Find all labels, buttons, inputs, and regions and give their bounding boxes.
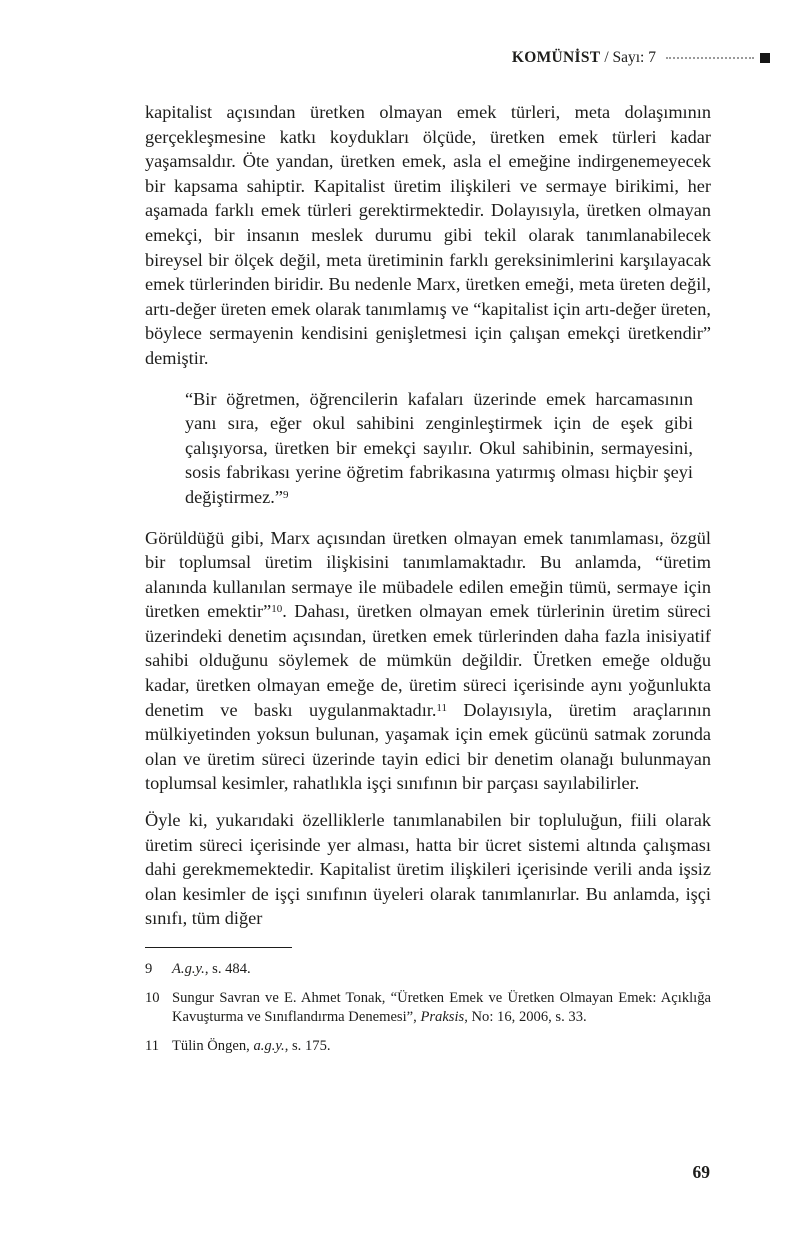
header-separator: / <box>600 49 613 66</box>
footnote-10-post: , No: 16, 2006, s. 33. <box>464 1009 587 1025</box>
footnote-rule <box>145 947 292 948</box>
footnote-ref-10: 10 <box>271 603 283 616</box>
paragraph-2-text-1: Görüldüğü gibi, Marx açısından üretken olmayan emek tanımlaması, özgül bir toplumsal üretim ilişkisini tanımlamaktadır. Bu anlamda, “üretim alanında kullanılan sermaye ile mübadele edilen emeğin tümü, sermaye için üretken emektir” <box>145 527 711 622</box>
footnote-10-number: 10 <box>145 989 160 1006</box>
paragraph-2-text-2: . Dahası, üretken olmayan emek türlerinin üretim süreci üzerindeki denetim açısından, üretken emek türlerinden daha fazla inisiyatif sahibi olduğunu söylemek de mümkün değildir. Üretken emeğe olduğu kadar, üretken olmayan emeğe de, üretim süreci içerisinde aynı yoğunlukta denetim ve baskı uygulanmaktadır. <box>145 601 711 720</box>
paragraph-3: Öyle ki, yukarıdaki özelliklerle tanımlanabilen bir topluluğun, fiili olarak üretim süreci içerisinde yer alması, hatta bir ücret sistemi altında çalışması dahi gerekmemektedir. Kapitalist üretim ilişkileri içerisinde verili anda işsiz olan kesimler de işçi sınıfının üyeleri olarak tanımlanırlar. Bu anlamda, işçi sınıfı, tüm diğer <box>145 810 711 929</box>
footnote-11-pre: Tülin Öngen, <box>172 1037 254 1054</box>
footnote-10-italic: Praksis <box>420 1009 465 1025</box>
article-body <box>145 100 711 1065</box>
footnote-ref-9: 9 <box>282 488 289 501</box>
footnote-10 <box>145 989 711 1028</box>
page-header <box>145 49 770 67</box>
paragraph-2-text-3: Dolayısıyla, üretim araçlarının mülkiyetinden yoksun bulunan, yaşamak için emek gücünü satmak zorunda olan ve üretim süreci üzerinde tayin edici bir denetim olanağı bulunmayan toplumsal kesimler, rahatlıkla işçi sınıfının bir parçası sayılabilirler. <box>145 699 711 794</box>
paragraph-2 <box>145 526 711 797</box>
header-square-icon <box>760 53 770 63</box>
footnote-9-post: , s. 484. <box>204 961 251 977</box>
issue-label: Sayı: 7 <box>612 49 656 66</box>
footnote-10-pre: Sungur Savran ve E. Ahmet Tonak, “Üretken Emek ve Üretken Olmayan Emek: Açıklığa Kavuşturma ve Sınıflandırma Denemesi”, <box>172 989 711 1025</box>
block-quote <box>185 387 693 510</box>
footnote-11-italic: a.g.y. <box>253 1037 285 1054</box>
footnote-11-number: 11 <box>145 1037 160 1054</box>
footnotes-section <box>145 960 711 1056</box>
journal-name: KOMÜNİST <box>511 49 601 66</box>
footnote-ref-11: 11 <box>436 701 448 714</box>
footnote-11 <box>145 1037 711 1057</box>
quote-text: “Bir öğretmen, öğrencilerin kafaları üzerinde emek harcamasının yanı sıra, eğer okul sahibini zenginleştirmek için de eşek gibi çalışıyorsa, üretken bir emekçi sayılır. Okul sahibinin, sermayesini, sosis fabrikası yerine öğretim fabrikasına yatırmış olması hiçbir şeyi değiştirmez.” <box>185 388 693 507</box>
paragraph-1: kapitalist açısından üretken olmayan emek türleri, meta dolaşımının gerçekleşmesine katkı koydukları ölçüde, üretken emek türleri kadar yaşamsaldır. Öte yandan, üretken emek, asla el emeğine indirgenemeyecek bir kapsama sahiptir. Kapitalist üretim ilişkileri ve sermaye birikimi, her aşamada farklı emek türleri gerektirmektedir. Dolayısıyla, üretken olmayan emekçi, bir insanın meslek durumu gibi tekil olarak tanımlanabilecek bireysel bir ölçek değil, meta üretiminin farklı gereksinimlerini karşılayacak emek türlerinden biridir. Bu nedenle Marx, üretken emeği, meta üreten değil, artı-değer üreten emek olarak tanımlamış ve “kapitalist için artı-değer üreten, böylece sermayenin kendisini genişletmesi için çalışan emekçi üretkendir” demiştir. <box>145 102 711 368</box>
header-dotted-line <box>666 57 754 59</box>
footnote-9 <box>145 960 711 980</box>
footnote-9-number: 9 <box>145 961 153 977</box>
footnote-9-italic: A.g.y. <box>172 961 205 977</box>
footnote-11-post: , s. 175. <box>284 1037 331 1054</box>
page-number: 69 <box>692 1162 710 1182</box>
